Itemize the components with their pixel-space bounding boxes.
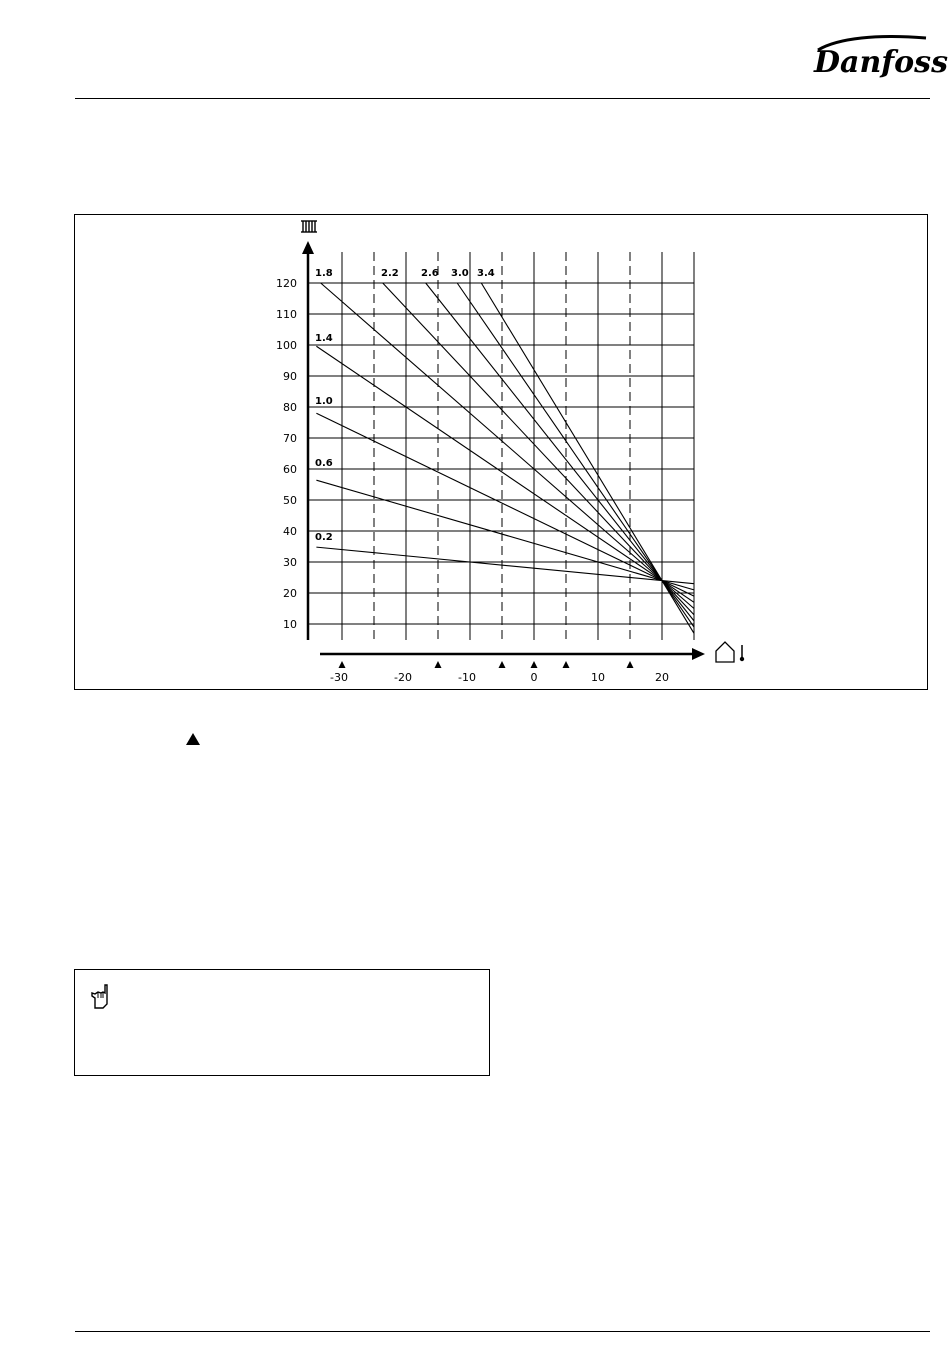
- y-tick-label: 80: [283, 401, 297, 414]
- note-box: [74, 969, 490, 1076]
- curve-line: [316, 346, 694, 602]
- curve-label: 2.2: [381, 268, 399, 279]
- y-tick-label: 50: [283, 494, 297, 507]
- triangle-marker: [339, 661, 346, 668]
- x-tick-label: -30: [330, 671, 348, 684]
- curve-line: [321, 283, 694, 609]
- triangle-marker: [563, 661, 570, 668]
- y-tick-label: 100: [276, 339, 297, 352]
- y-tick-label: 10: [283, 618, 297, 631]
- x-tick-label: 0: [530, 671, 538, 684]
- curve-label: 1.8: [315, 268, 333, 279]
- triangle-marker-icon: [186, 733, 200, 745]
- x-tick-label: 20: [655, 671, 669, 684]
- triangle-marker: [531, 661, 538, 668]
- curve-label: 3.0: [451, 268, 469, 279]
- curve-label: 2.6: [421, 268, 439, 279]
- x-axis-arrow: [692, 648, 705, 660]
- curve-label: 1.4: [315, 333, 333, 344]
- curve-line: [316, 480, 694, 590]
- thermometer-bulb: [740, 657, 744, 661]
- x-tick-label: -10: [458, 671, 476, 684]
- curve-line: [316, 547, 694, 584]
- house-icon: [716, 642, 734, 662]
- curve-line: [316, 413, 694, 596]
- y-tick-label: 30: [283, 556, 297, 569]
- footer-rule: [75, 1331, 930, 1332]
- radiator-icon: [301, 221, 317, 232]
- x-tick-label: 10: [591, 671, 605, 684]
- curve-label: 0.2: [315, 532, 333, 543]
- triangle-marker: [499, 661, 506, 668]
- curve-label: 1.0: [315, 396, 333, 407]
- y-tick-label: 20: [283, 587, 297, 600]
- curve-label: 3.4: [477, 268, 495, 279]
- triangle-marker: [435, 661, 442, 668]
- x-tick-label: -20: [394, 671, 412, 684]
- pointing-hand-icon: [89, 984, 111, 1010]
- y-tick-label: 60: [283, 463, 297, 476]
- logo-wordmark: Danfoss: [814, 45, 948, 80]
- y-tick-label: 40: [283, 525, 297, 538]
- y-tick-label: 110: [276, 308, 297, 321]
- curve-line: [383, 283, 694, 615]
- y-tick-label: 70: [283, 432, 297, 445]
- y-tick-label: 120: [276, 277, 297, 290]
- y-axis-arrow: [302, 241, 314, 254]
- curve-label: 0.6: [315, 458, 333, 469]
- triangle-marker: [627, 661, 634, 668]
- y-tick-label: 90: [283, 370, 297, 383]
